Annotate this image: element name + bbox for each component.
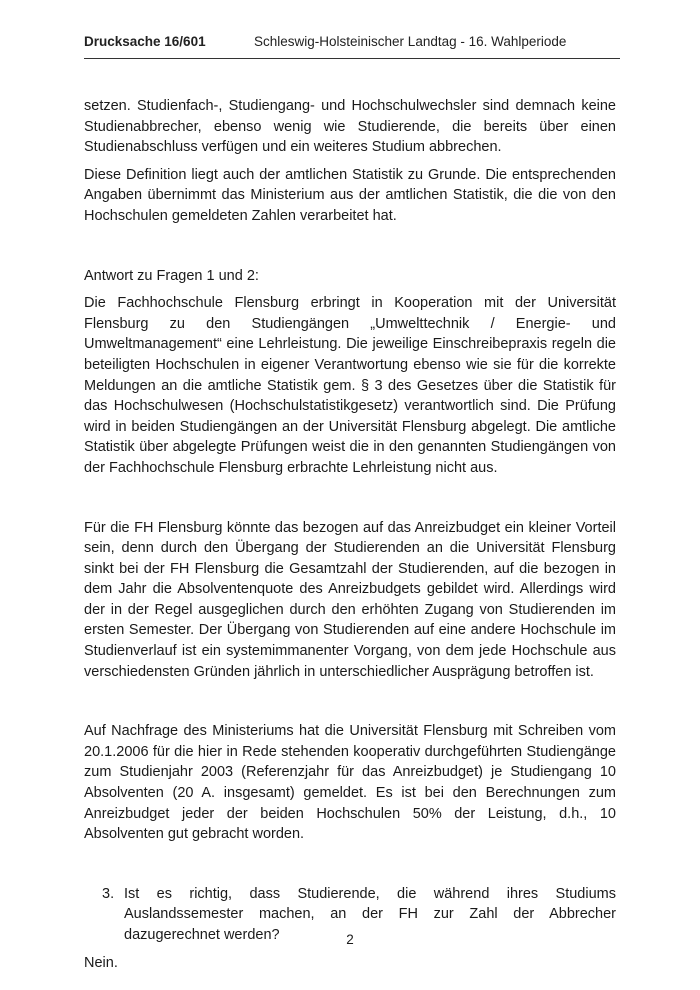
paragraph-incentive-budget: Für die FH Flensburg könnte das bezogen auf das Anreizbudget ein kleiner Vorteil sein, denn durch den Übergang der Studierenden an die Universität Flensburg sinkt bei der FH Flensburg die Gesamtzahl der Studierenden, auf die bezogen in dem Jahr die Absolventenquote des Anreizbudgets gebildet wird. Allerdings wird der in der Regel ausgeglichen durch den erhöhten Zugang von Studierenden im ersten Semester. Der Übergang von Studierenden auf eine andere Hochschule im Studienverlauf ist ein systemimmanenter Vorgang, von dem jede Hochschule aus verschiedensten Gründen jährlich in unterschiedlicher Ausprägung betroffen ist. bbox=[84, 519, 616, 680]
document-number: Drucksache 16/601 bbox=[84, 34, 206, 49]
question-number: 3. bbox=[102, 885, 115, 902]
question-text: Ist es richtig, dass Studierende, die während ihres Studiums Auslandssemester machen, an der FH zur Zahl der Abbrecher dazugerechnet werden? bbox=[124, 885, 616, 943]
page-header bbox=[84, 34, 618, 49]
paragraph-cooperation: Die Fachhochschule Flensburg erbringt in Kooperation mit der Universität Flensburg zu den Studiengängen „Umwelttechnik / Energie- und Umweltmanagement“ eine Lehrleistung. Die jeweilige Einschreibepraxis regeln die beteiligten Hochschulen in eigener Verantwortung ebenso wie sie für die korrekte Meldungen an die amtliche Statistik gem. § 3 des Gesetzes über die Statistik für das Hochschulwesen (Hochschulstatistikgesetz) verantwortlich sind. Die Prüfung wird in beiden Studiengängen an der Universität Flensburg abgelegt. Die amtliche Statistik über abgelegte Prüfungen weist die in den genannten Studiengängen von der Fachhochschule Flensburg erbrachte Lehrleistung nicht aus. bbox=[84, 295, 616, 476]
answer-text: Nein. bbox=[84, 954, 118, 971]
paragraph-ministry-inquiry: Auf Nachfrage des Ministeriums hat die Universität Flensburg mit Schreiben vom 20.1.2006 für die hier in Rede stehenden kooperativ durchgeführten Studiengänge zum Studienjahr 2003 (Referenzjahr für das Anreizbudget) je Studiengang 10 Absolventen (20 A. insgesamt) gemeldet. Es ist bei den Berechnungen zum Anreizbudget jeder der beiden Hochschulen 50% der Leistung, d.h., 10 Absolventen gut gebracht worden. bbox=[84, 723, 616, 843]
answer-heading: Antwort zu Fragen 1 und 2: bbox=[84, 267, 259, 284]
paragraph-official-statistics: Diese Definition liegt auch der amtlichen Statistik zu Grunde. Die entsprechenden Angaben übernimmt das Ministerium aus der amtlichen Statistik, die die von den Hochschulen gemeldeten Zahlen verarbeitet hat. bbox=[84, 166, 616, 224]
document-body bbox=[84, 96, 616, 973]
page-number: 2 bbox=[346, 932, 354, 947]
header-title: Schleswig-Holsteinischer Landtag - 16. Wahlperiode bbox=[254, 34, 567, 49]
header-divider bbox=[84, 58, 620, 59]
paragraph-definition-end: setzen. Studienfach-, Studiengang- und Hochschulwechsler sind demnach keine Studienabbrecher, ebenso wenig wie Studierende, die bereits über einen Studienabschluss verfügen und ein weiteres Studium abbrechen. bbox=[84, 98, 616, 156]
